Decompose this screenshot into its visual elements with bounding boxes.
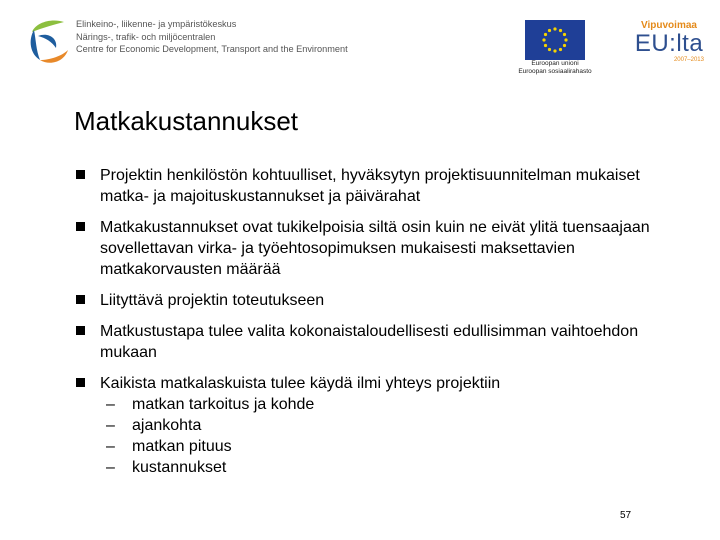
bullet-item — [74, 165, 674, 207]
dash-marker: – — [106, 459, 115, 476]
sub-item-text: kustannukset — [132, 459, 227, 476]
page-number: 57 — [620, 510, 632, 521]
vipu-eu-text: EU:lta — [634, 30, 704, 57]
sub-item-text: matkan pituus — [132, 438, 232, 455]
sub-item-text: matkan tarkoitus ja kohde — [132, 396, 315, 413]
bullet-item — [74, 321, 674, 363]
page-title: Matkakustannukset — [74, 106, 299, 136]
bullet-text: Matkakustannukset ovat tukikelpoisia siltä osin kuin ne eivät ylitä tuensaajaan sovellettavan virka- ja työehtosopimuksen mukaisesti maksettavien matkakorvausten määrää — [100, 219, 650, 278]
sub-list — [100, 394, 674, 478]
bullet-item — [74, 217, 674, 280]
header — [0, 0, 720, 80]
vipuvoimaa-logo — [632, 20, 706, 63]
bullet-text: Kaikista matkalaskuista tulee käydä ilmi yhteys projektiin — [100, 375, 501, 392]
square-bullet-icon — [76, 170, 85, 179]
bullet-list — [74, 165, 674, 488]
bullet-text: Matkustustapa tulee valita kokonaistaloudellisesti edullisimman vaihtoehdon mukaan — [100, 323, 639, 361]
dash-marker: – — [106, 438, 115, 455]
ely-line-sv: Närings-, trafik- och miljöcentralen — [76, 31, 216, 42]
sub-item — [100, 394, 674, 415]
dash-marker: – — [106, 396, 115, 413]
vipu-years: 2007–2013 — [673, 57, 704, 63]
eu-flag-icon — [525, 20, 585, 60]
eu-caption-fund: Euroopan sosiaalirahasto — [518, 68, 592, 75]
bullet-text: Liityttävä projektin toteutukseen — [100, 292, 325, 309]
ely-line-en: Centre for Economic Development, Transport and the Environment — [76, 44, 348, 54]
square-bullet-icon — [76, 326, 85, 335]
sub-item — [100, 436, 674, 457]
eu-caption-union: Euroopan unioni — [531, 60, 579, 67]
square-bullet-icon — [76, 222, 85, 231]
sub-item — [100, 457, 674, 478]
square-bullet-icon — [76, 295, 85, 304]
ely-line-fi: Elinkeino-, liikenne- ja ympäristökeskus — [76, 19, 237, 29]
ely-logo-icon — [26, 18, 70, 66]
eu-logo — [515, 20, 595, 76]
square-bullet-icon — [76, 378, 85, 387]
sub-item-text: ajankohta — [132, 417, 202, 434]
bullet-text: Projektin henkilöstön kohtuulliset, hyväksytyn projektisuunnitelman mukaiset matka- ja majoituskustannukset ja päivärahat — [100, 167, 640, 205]
vipu-title: Vipuvoimaa — [641, 20, 697, 31]
bullet-item — [74, 290, 674, 311]
bullet-item — [74, 373, 674, 478]
sub-item — [100, 415, 674, 436]
dash-marker: – — [106, 417, 115, 434]
ely-organization-name — [76, 18, 348, 56]
